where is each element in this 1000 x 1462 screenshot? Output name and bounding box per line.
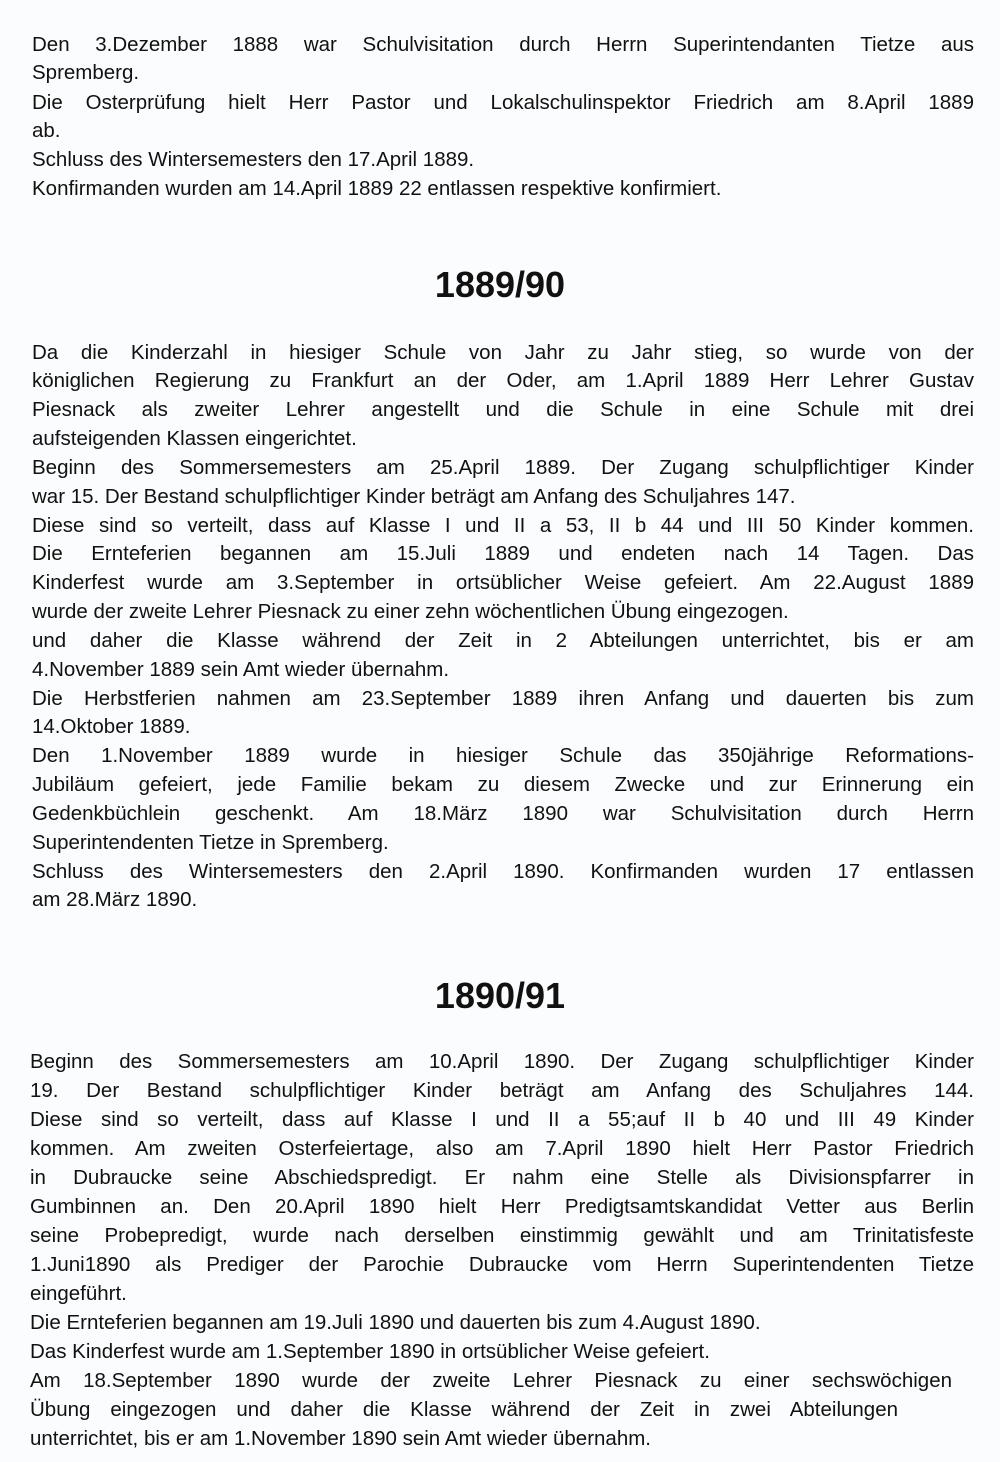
text-line: Das Kinderfest wurde am 1.September 1890 in ortsüblicher Weise gefeiert. xyxy=(30,1340,710,1363)
text-line: Die Ernteferien begannen am 19.Juli 1890 und dauerten bis zum 4.August 1890. xyxy=(30,1311,761,1334)
text-line: 14.Oktober 1889. xyxy=(32,715,191,738)
text-line: eingeführt. xyxy=(30,1282,127,1305)
text-line: Superintendenten Tietze in Spremberg. xyxy=(32,831,389,854)
text-line: Kinderfest wurde am 3.September in ortsüblicher Weise gefeiert. Am 22.August 1889 xyxy=(32,571,974,594)
text-line: aufsteigenden Klassen eingerichtet. xyxy=(32,427,357,450)
text-line: Die Herbstferien nahmen am 23.September 1889 ihren Anfang und dauerten bis zum xyxy=(32,687,974,710)
text-line: in Dubraucke seine Abschiedspredigt. Er nahm eine Stelle als Divisionspfarrer in xyxy=(30,1166,974,1189)
text-line: Den 3.Dezember 1888 war Schulvisitation durch Herrn Superintendanten Tietze aus xyxy=(32,33,974,56)
text-line: Piesnack als zweiter Lehrer angestellt und die Schule in eine Schule mit drei xyxy=(32,398,974,421)
text-line: Die Osterprüfung hielt Herr Pastor und Lokalschulinspektor Friedrich am 8.April 1889 xyxy=(32,91,974,114)
text-line: 1.Juni1890 als Prediger der Parochie Dubraucke vom Herrn Superintendenten Tietze xyxy=(30,1253,974,1276)
text-line: Diese sind so verteilt, dass auf Klasse I und II a 55;auf II b 40 und III 49 Kinder xyxy=(30,1108,974,1131)
text-line: unterrichtet, bis er am 1.November 1890 sein Amt wieder übernahm. xyxy=(30,1427,651,1450)
text-line: königlichen Regierung zu Frankfurt an der Oder, am 1.April 1889 Herr Lehrer Gustav xyxy=(32,369,974,392)
text-line: Spremberg. xyxy=(32,61,140,84)
text-line: Übung eingezogen und daher die Klasse während der Zeit in zwei Abteilungen xyxy=(30,1398,898,1421)
text-line: Beginn des Sommersemesters am 25.April 1889. Der Zugang schulpflichtiger Kinder xyxy=(32,456,974,479)
text-line: Schluss des Wintersemesters den 2.April 1890. Konfirmanden wurden 17 entlassen xyxy=(32,860,974,883)
text-line: 4.November 1889 sein Amt wieder übernahm. xyxy=(32,658,450,681)
text-line: am 28.März 1890. xyxy=(32,888,198,911)
text-line: und daher die Klasse während der Zeit in 2 Abteilungen unterrichtet, bis er am xyxy=(32,629,974,652)
text-line: Gumbinnen an. Den 20.April 1890 hielt Herr Predigtsamtskandidat Vetter aus Berlin xyxy=(30,1195,974,1218)
text-line: kommen. Am zweiten Osterfeiertage, also am 7.April 1890 hielt Herr Pastor Friedrich xyxy=(30,1137,974,1160)
text-line: Konfirmanden wurden am 14.April 1889 22 entlassen respektive konfirmiert. xyxy=(32,177,722,200)
text-line: war 15. Der Bestand schulpflichtiger Kinder beträgt am Anfang des Schuljahres 147. xyxy=(32,485,796,508)
text-line: Beginn des Sommersemesters am 10.April 1890. Der Zugang schulpflichtiger Kinder xyxy=(30,1050,974,1073)
text-line: Die Ernteferien begannen am 15.Juli 1889 und endeten nach 14 Tagen. Das xyxy=(32,542,974,565)
text-line: 19. Der Bestand schulpflichtiger Kinder beträgt am Anfang des Schuljahres 144. xyxy=(30,1079,974,1102)
text-line: Gedenkbüchlein geschenkt. Am 18.März 1890 war Schulvisitation durch Herrn xyxy=(32,802,974,825)
text-line: Schluss des Wintersemesters den 17.April 1889. xyxy=(32,148,475,171)
section-heading-1890-91: 1890/91 xyxy=(434,975,566,1016)
text-line: Am 18.September 1890 wurde der zweite Lehrer Piesnack zu einer sechswöchigen xyxy=(30,1369,952,1392)
text-line: Den 1.November 1889 wurde in hiesiger Schule das 350jährige Reformations- xyxy=(32,744,974,767)
text-line: seine Probepredigt, wurde nach derselben einstimmig gewählt und am Trinitatisfeste xyxy=(30,1224,974,1247)
text-line: Jubiläum gefeiert, jede Familie bekam zu diesem Zwecke und zur Erinnerung ein xyxy=(32,773,974,796)
section-heading-1889-90: 1889/90 xyxy=(434,264,566,305)
text-line: wurde der zweite Lehrer Piesnack zu einer zehn wöchentlichen Übung eingezogen. xyxy=(32,600,789,623)
text-line: Da die Kinderzahl in hiesiger Schule von Jahr zu Jahr stieg, so wurde von der xyxy=(32,341,974,364)
text-line: Diese sind so verteilt, dass auf Klasse I und II a 53, II b 44 und III 50 Kinder kommen. xyxy=(32,514,974,537)
text-line: ab. xyxy=(32,119,61,142)
